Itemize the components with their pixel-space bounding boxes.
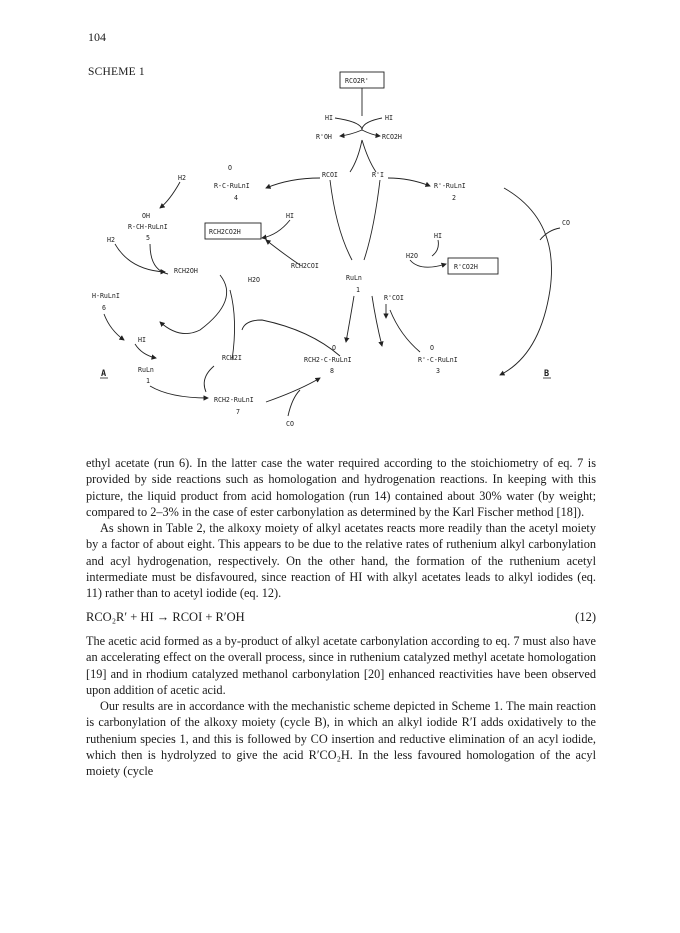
paragraph-3-block — [86, 633, 596, 780]
arrow-to-roh — [340, 130, 362, 136]
arrow-ri-up — [362, 140, 376, 172]
paragraph-2: As shown in Table 2, the alkoxy moiety of alkyl acetates reacts more readily than the acetyl moiety by a factor of about eight. This appears to be due to the relative rates of ruthenium alkyl carbonylation and acyl hydrogenation, respectively. On the other hand, the formation of the ruthenium acetyl intermediate must be disfavoured, since reaction of HI with alkyl acetates leads to alkyl iodides (eq. 11) rather than to acetyl iodide (eq. 12). — [86, 521, 596, 601]
arrow-rcoi-reverse — [346, 296, 354, 342]
arrow-rch2i-up — [230, 290, 235, 360]
arrow-6-down — [104, 314, 124, 340]
compound-1-center: 1 — [356, 286, 360, 294]
arrow-hi-right — [432, 240, 438, 256]
arrow-to-rco2h — [362, 130, 380, 136]
scheme-label: SCHEME 1 — [88, 66, 145, 78]
top-ester-label: RCO2R' — [345, 77, 369, 85]
hi-bottom-label: HI — [138, 336, 146, 344]
hi-mid-label: HI — [286, 212, 294, 220]
arrow-hi-bottom — [135, 344, 156, 358]
equation-12 — [86, 610, 596, 628]
compound-1-bottom: 1 — [146, 377, 150, 385]
box-rch2co2h-label: RCH2CO2H — [209, 228, 241, 236]
page-number: 104 — [88, 30, 106, 44]
hi-right-label: HI — [385, 114, 393, 122]
paragraph-3: The acetic acid formed as a by-product of alkyl acetate carbonylation according to eq. 7 must also have an accelerating effect on the overall process, since in ruthenium catalyzed methyl acetate homologation [19] and in rhodium catalyzed methanol carbonylation [20] enhanced reactivities have been observed upon addition of acetic acid. — [86, 634, 596, 697]
h-ruln-i-label: H-RuLnI — [92, 292, 120, 300]
arrow-cycle-b-right — [500, 188, 552, 375]
box-rco2h-label: R'CO2H — [454, 263, 478, 271]
co-right-label: CO — [562, 219, 570, 227]
arrow-5-down — [150, 244, 168, 274]
compound-5-label: 5 — [146, 234, 150, 242]
h2o-left-label: H2O — [248, 276, 260, 284]
alkyl-bottom-label: RCH2-RuLnI — [214, 396, 254, 404]
arrow-center-left — [330, 180, 352, 260]
equation-number: (12) — [575, 610, 596, 624]
hi-left-label: HI — [325, 114, 333, 122]
arrow-3-reverse — [390, 310, 420, 352]
arrow-hi-mid — [262, 220, 290, 238]
acyl-center-o: O — [332, 344, 336, 352]
arrow-co-bottom — [288, 390, 300, 416]
h2-left-label: H2 — [107, 236, 115, 244]
acyl-right-o: O — [430, 344, 434, 352]
arrow-1-to-7 — [150, 386, 208, 398]
hi-right-cycle-label: HI — [434, 232, 442, 240]
paragraph-1-block — [86, 455, 596, 602]
compound-3-label: 3 — [436, 367, 440, 375]
rch2oh-label: RCH2OH — [174, 267, 198, 275]
rco2h-top-label: RCO2H — [382, 133, 402, 141]
acyl-left-complex: R-C-RuLnI — [214, 182, 250, 190]
paragraph-1: ethyl acetate (run 6). In the latter case the water required according to the stoichiometry of eq. 7 is provided by side reactions such as homologation and hydrogenation reactions. In keeping with this picture, the liquid product from acid homologation (run 14) contained about 30% water (by weight; compared to 2–3% in the case of ester carbonylation as determined by the Karl Fischer method [18]). — [86, 456, 596, 519]
hydroxy-oh: OH — [142, 212, 150, 220]
compound-7-label: 7 — [236, 408, 240, 416]
compound-2-label: 2 — [452, 194, 456, 202]
arrow-h2o-right — [410, 260, 446, 267]
rch2i-label: RCH2I — [222, 354, 242, 362]
reaction-scheme — [0, 60, 680, 440]
ri-label: R'I — [372, 171, 384, 179]
h2o-right-label: H2O — [406, 252, 418, 260]
compound-8-label: 8 — [330, 367, 334, 375]
arrow-rcoi-up — [350, 140, 362, 172]
paragraph-4: Our results are in accordance with the mechanistic scheme depicted in Scheme 1. The main reaction is carbonylation of the alkoxy moiety (cycle B), in which an alkyl iodide R′I adds oxidatively to the ruthenium species 1, and this is followed by CO insertion and reductive elimination of an acyl iodide, which then is hydrolyzed to give the acid R′CO₂H. In the less favoured homologation of the acyl moiety (cycle — [86, 699, 596, 779]
arrow-h2-to-5 — [160, 182, 180, 208]
cycle-a-label: A — [101, 369, 107, 379]
acyl-right-complex: R'-C-RuLnI — [418, 356, 458, 364]
arrow-oh-curve — [160, 275, 227, 334]
arrow-rch2i-to-7 — [204, 366, 214, 392]
h2-top-label: H2 — [178, 174, 186, 182]
arrow-co-in — [540, 228, 560, 240]
ruln-bottom-label: RuLn — [138, 366, 154, 374]
acyl-center-complex: RCH2-C-RuLnI — [304, 356, 352, 364]
roh-label: R'OH — [316, 133, 332, 141]
rch2coi-label: RCH2COI — [291, 262, 319, 270]
arrow-8-curve — [242, 320, 340, 356]
arrow-hi-join — [335, 118, 382, 130]
arrow-rcoi-forward — [372, 296, 382, 346]
equation-text: RCO₂R′ + HI → RCOI + R′OH — [86, 610, 245, 624]
arrow-4-from-rcoi — [266, 178, 320, 188]
cycle-b-label: B — [544, 369, 550, 379]
arrow-7-to-8 — [266, 378, 320, 402]
compound-4-label: 4 — [234, 194, 238, 202]
acyl-left-o: O — [228, 164, 232, 172]
hydroxy-complex: R-CH-RuLnI — [128, 223, 168, 231]
arrow-ri-to-2 — [388, 178, 430, 186]
compound-6-label: 6 — [102, 304, 106, 312]
co-bottom-label: CO — [286, 420, 294, 428]
arrow-center-right — [364, 180, 380, 260]
rcoi-label: RCOI — [322, 171, 338, 179]
r-ruln-i-label: R'-RuLnI — [434, 182, 466, 190]
r-coi-label: R'COI — [384, 294, 404, 302]
ruln-center-label: RuLn — [346, 274, 362, 282]
